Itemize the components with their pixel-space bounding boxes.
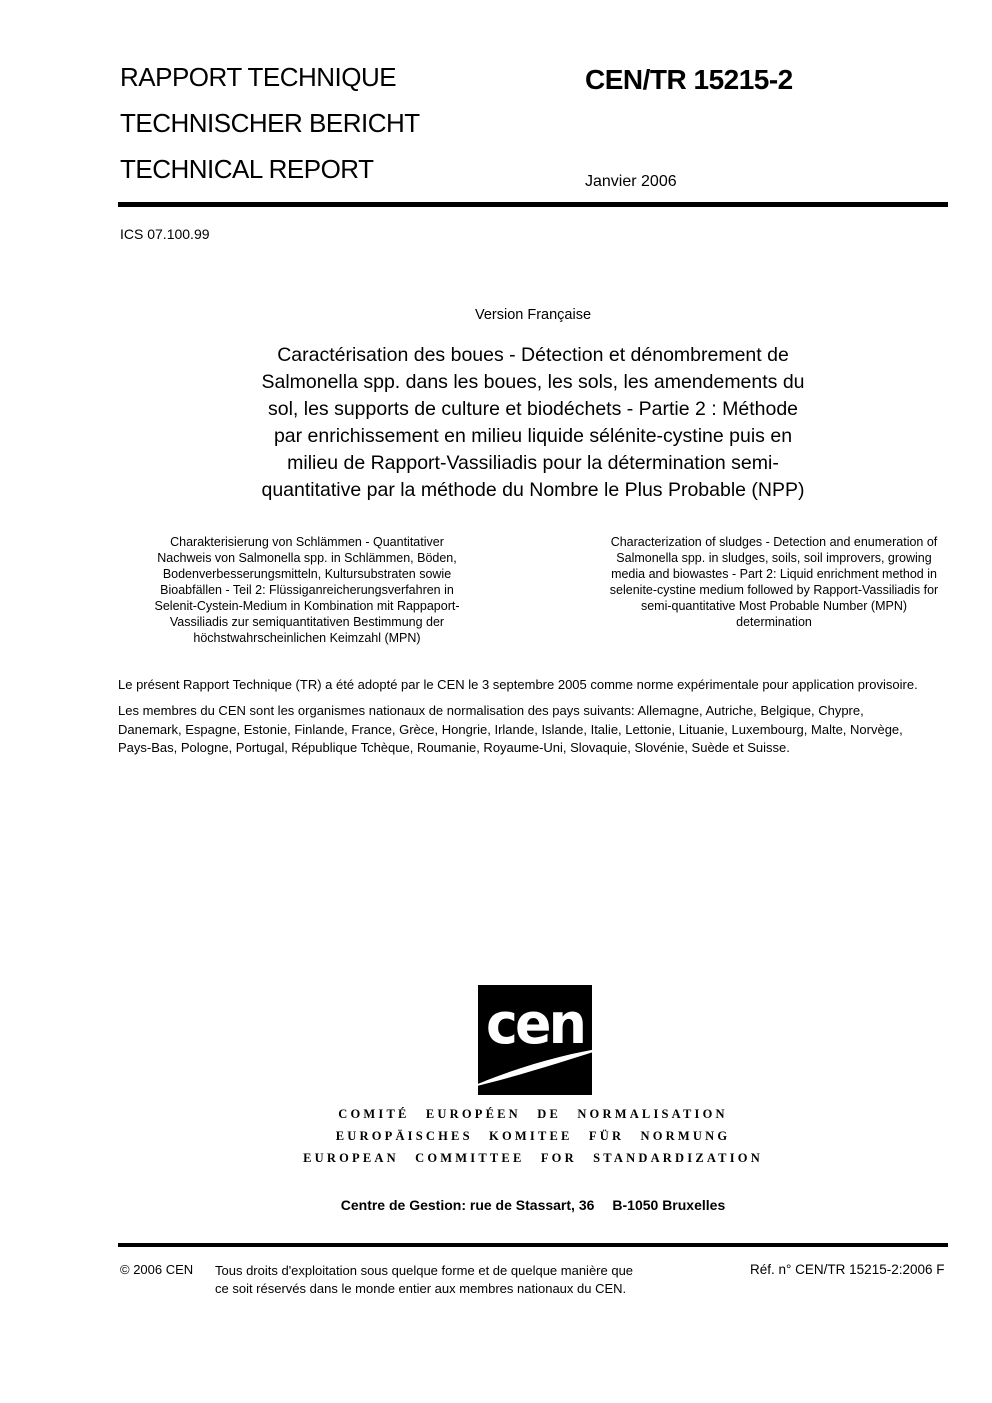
address-street: Centre de Gestion: rue de Stassart, 36 <box>340 1197 595 1213</box>
title-german-line: Bioabfällen - Teil 2: Flüssiganreicherungsverfahren in <box>160 583 454 597</box>
title-german-line: höchstwahrscheinlichen Keimzahl (MPN) <box>193 631 421 645</box>
title-french-line: Salmonella spp. dans les boues, les sols, les amendements du <box>261 371 805 393</box>
title-german-line: Bodenverbesserungsmitteln, Kultursubstraten sowie <box>162 567 452 581</box>
rights-line: ce soit réservés dans le monde entier aux membres nationaux du CEN. <box>215 1281 627 1296</box>
publication-date: Janvier 2006 <box>585 173 677 190</box>
title-german-line: Selenit-Cystein-Medium in Kombination mit Rappaport- <box>154 599 460 613</box>
rights-line: Tous droits d'exploitation sous quelque forme et de quelque manière que <box>215 1263 634 1278</box>
title-french-line: Caractérisation des boues - Détection et dénombrement de <box>277 344 789 366</box>
management-centre-address <box>118 1197 948 1213</box>
heading-rapport-technique: RAPPORT TECHNIQUE <box>120 62 397 92</box>
committee-name-de: EUROPÄISCHES KOMITEE FÜR NORMUNG <box>335 1129 731 1143</box>
copyright-notice: © 2006 CEN <box>120 1262 194 1277</box>
title-french-line: par enrichissement en milieu liquide sélénite-cystine puis en <box>273 425 793 447</box>
cen-logo <box>462 983 612 1097</box>
title-english-line: selenite-cystine medium followed by Rapport-Vassiliadis for <box>609 583 939 597</box>
title-english-line: media and biowastes - Part 2: Liquid enrichment method in <box>611 567 937 581</box>
members-line: Danemark, Espagne, Estonie, Finlande, France, Grèce, Hongrie, Irlande, Islande, Italie, Lettonie, Lituanie, Luxembourg, Malte, Norvège, <box>118 721 903 737</box>
title-english-line: determination <box>736 615 812 629</box>
members-paragraph <box>118 702 958 758</box>
committee-name-en: EUROPEAN COMMITTEE FOR STANDARDIZATION <box>303 1151 763 1165</box>
title-french-line: milieu de Rapport-Vassiliadis pour la détermination semi- <box>287 452 779 474</box>
adoption-statement: Le présent Rapport Technique (TR) a été adopté par le CEN le 3 septembre 2005 comme norme expérimentale pour application provisoire. <box>118 677 918 692</box>
committee-names <box>118 1103 948 1169</box>
header-divider-rule <box>118 202 948 207</box>
members-line: Les membres du CEN sont les organismes nationaux de normalisation des pays suivants: Allemagne, Autriche, Belgique, Chypre, <box>118 703 864 718</box>
title-german-line: Vassiliadis zur semiquantitativen Bestimmung der <box>169 615 445 629</box>
title-english-line: semi-quantitative Most Probable Number (MPN) <box>640 599 908 613</box>
footer-reference-number: Réf. n° CEN/TR 15215-2:2006 F <box>750 1262 945 1277</box>
title-german-line: Nachweis von Salmonella spp. in Schlämmen, Böden, <box>157 551 457 565</box>
heading-technical-report: TECHNICAL REPORT <box>120 154 374 184</box>
version-label: Version Française <box>474 307 592 323</box>
ics-code: ICS 07.100.99 <box>120 226 210 242</box>
title-french-line: quantitative par la méthode du Nombre le Plus Probable (NPP) <box>261 479 805 501</box>
title-english <box>578 534 970 630</box>
title-german-line: Charakterisierung von Schlämmen - Quantitativer <box>170 535 444 549</box>
footer-divider-rule <box>118 1243 948 1247</box>
heading-technischer-bericht: TECHNISCHER BERICHT <box>120 108 420 138</box>
committee-name-fr: COMITÉ EUROPÉEN DE NORMALISATION <box>338 1107 728 1121</box>
report-type-headings <box>120 64 420 202</box>
members-line: Pays-Bas, Pologne, Portugal, République Tchèque, Roumanie, Royaume-Uni, Slovaquie, Slovénie, Suède et Suisse. <box>118 740 790 755</box>
title-english-line: Characterization of sludges - Detection and enumeration of <box>610 535 938 549</box>
document-reference: CEN/TR 15215-2 <box>585 64 793 95</box>
cen-logo-text: cen <box>486 992 584 1057</box>
title-german <box>112 534 502 646</box>
title-french-line: sol, les supports de culture et biodéchets - Partie 2 : Méthode <box>267 398 799 420</box>
address-city: B-1050 Bruxelles <box>612 1197 726 1213</box>
cen-logo-icon <box>462 983 612 1097</box>
title-english-line: Salmonella spp. in sludges, soils, soil improvers, growing <box>616 551 932 565</box>
rights-statement <box>215 1262 633 1298</box>
title-french <box>118 342 948 504</box>
